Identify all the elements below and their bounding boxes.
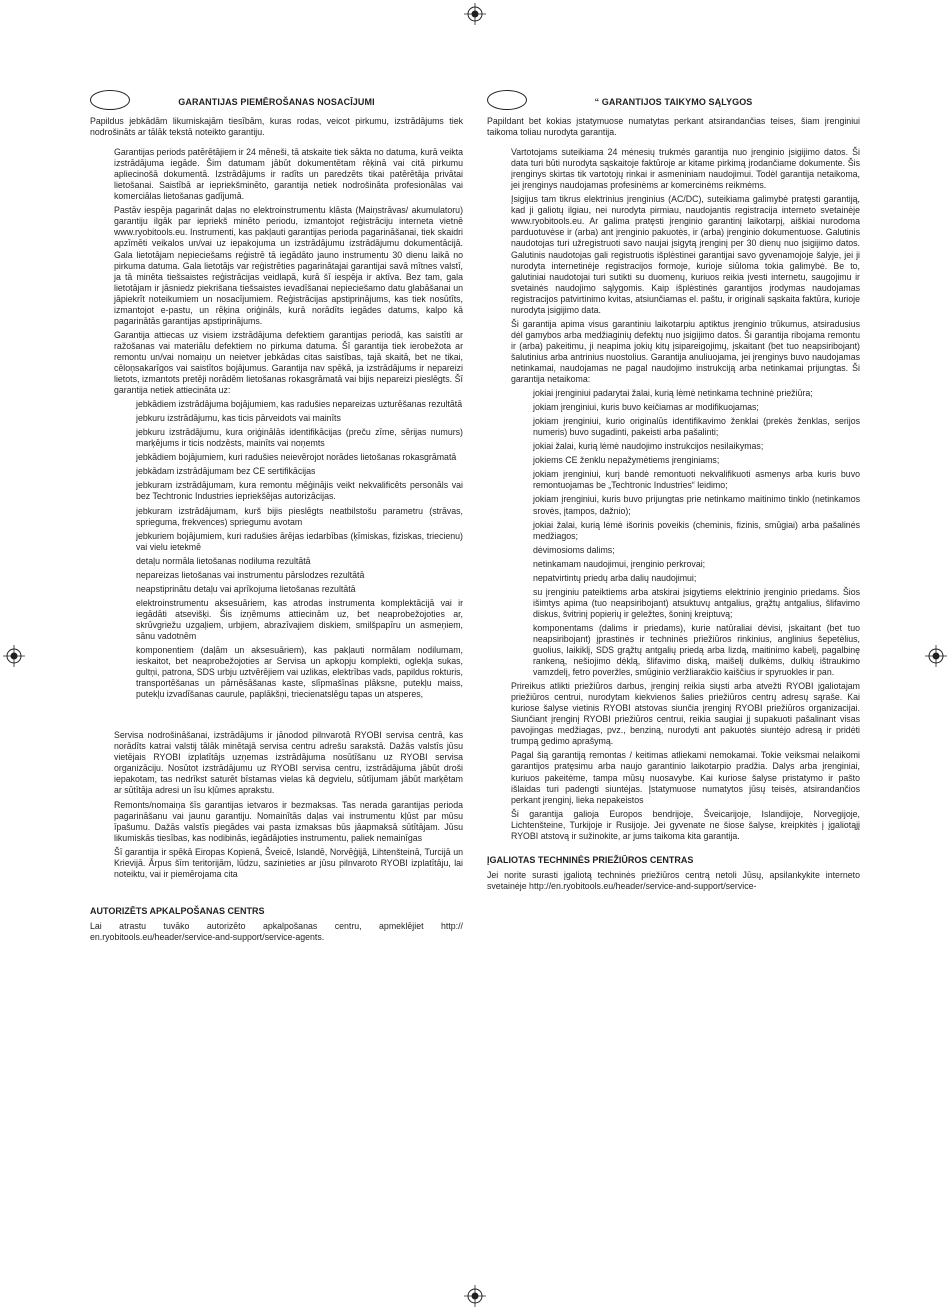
left-column [90,88,463,943]
list-item: nepareizas lietošanas vai instrumentu pārslodzes rezultātā [136,569,365,580]
service-paragraph: Šī garantija ir spēkā Eiropas Kopienā, Šveicē, Islandē, Norvēģijā, Lihtenšteinā, Turcijā un Krievijā. Ārpus šīm teritorijām, lūdzu, sazinieties ar jūsu pilnvaroto RYOBI izplatītāju, lai noteiktu, vai ir piemērojama cita [114,846,463,879]
list-item: su įrenginiu pateiktiems arba atskirai įsigytiems elektrinio įrenginio priedams. Šios išimtys apima (tuo neapsiribojant) atsuktuvų antgalius, grąžtų antgalius, šlifavimo diskus, švitrinį popierių ir geležtes, šoninį kreiptuvą; [533,586,860,619]
list-item: komponentiem (daļām un aksesuāriem), kas pakļauti normālam nodilumam, ieskaitot, bet neaprobežojoties ar Servisa un apkopju komplekti, oglekļa sukas, gultņi, patrona, SDS urbju uztvērējiem vai uzlikas, elektrības vads, papildus rokturis, transportēšanas un pārnēsāšanas kaste, slīpmašīnas plāksne, putekļu maiss, putekļu izvadīšanas caurule, paplākšņi, triecienatslēgu tapas un atsperes, [136,645,463,700]
list-item: netinkamam naudojimui, įrenginio perkrovai; [533,558,706,569]
left-header [90,88,463,116]
list-item: jebkuriem bojājumiem, kuri radušies ārējas iedarbības (ķīmiskas, fiziskas, triecienu) vai vielu ietekmē [136,530,463,552]
list-item: dėvimosioms dalims; [533,544,615,555]
list-item: nepatvirtintų priedų arba dalių naudojimui; [533,572,697,583]
warranty-intro: Papildant bet kokias įstatymuose numatytas perkant atsirandančias teises, šiam įrenginiui taikoma toliau nurodyta garantija. [487,116,860,138]
list-item: jokiam įrenginiui, kurį bandė remontuoti nekvalifikuoti asmenys arba kuris buvo remontuojamas be „Techtronic Industries“ leidimo; [533,469,860,491]
list-item: jebkādam izstrādājumam bez CE sertifikācijas [136,466,316,477]
service-center-heading: ĮGALIOTAS TECHNINĖS PRIEŽIŪROS CENTRAS [487,854,694,865]
service-paragraph: Prireikus atlikti priežiūros darbus, įrenginį reikia siųsti arba atvežti RYOBI įgaliotajam priežiūros centrui, nurodytam kiekvienos šalies priežiūros centrų adresų sąraše. Kai kuriose šalyse vietinis RYOBI atstovas siunčia įrenginį RYOBI priežiūros organizacijai. Siunčiant įrenginį RYOBI priežiūros centrui, reikia saugiai jį supakuoti pašalinant visas pavojingas medžiagas, pvz., benziną, nurodyti ant pakuotės siuntėjo adresą ir pridėti trumpą gedimo aprašymą. [511,681,860,747]
list-item: jebkuru izstrādājumu, kura oriģinālās identifikācijas (preču zīme, sērijas numurs) marķējums ir ticis nodzēsts, mainīts vai noņemts [136,427,463,449]
list-item: komponentams (dalims ir priedams), kurie natūraliai dėvisi, įskaitant (bet tuo neapsiribojant) įprastinės ir techninės priežiūros rinkinius, anglinius šepetėlius, guolius, laikiklį, SDS grąžtų antgalių priedą arba lizdą, maitinimo kabelį, pagalbinę rankeną, nešiojimo dėklą, šlifavimo diską, maišelį dulkėms, dulkių ištraukimo vamzdelį, fetro poveržles, smūginio veržliarakčio kaiščius ir spyruokles ir pan. [533,622,860,678]
service-paragraph: Ši garantija galioja Europos bendrijoje, Šveicarijoje, Islandijoje, Norvegijoje, Lichtenšteine, Turkijoje ir Rusijoje. Jei gyvenate ne šiose šalyse, kreipkitės į įgaliotąjį RYOBI atstovą ir sužinokite, ar jums taikoma kita garantija. [511,808,860,841]
right-column [487,88,860,892]
list-item: jokiam įrenginiui, kurio originalūs identifikavimo ženklai (prekės ženklas, serijos numeris) buvo sugadinti, pakeisti arba pašalinti; [533,416,860,438]
list-item: jokiems CE ženklu nepažymėtiems įrenginiams; [533,455,720,466]
list-item: jebkuram izstrādājumam, kurš bijis pieslēgts neatbilstošu parametru (strāvas, sprieguma, frekvences) spriegumu avotam [136,505,463,527]
warranty-paragraph: Garantijas periods patērētājiem ir 24 mēneši, tā atskaite tiek sākta no datuma, kurā veikta izstrādājuma iegāde. Šim datumam jābūt dokumentētam rēķinā vai citā pirkumu apliecinošā dokumentā. Izstrādājums ir radīts un paredzēts tikai patērētāja privātai lietošanai. Saistībā ar iepriekšminēto, garantija netiek nodrošināta profesionālas vai komerciālas lietošanas gadījumā. [114,147,463,202]
warranty-heading: “ GARANTIJOS TAIKYMO SĄLYGOS [594,97,753,107]
warranty-paragraph: Ši garantija apima visus garantiniu laikotarpiu aptiktus įrenginio trūkumus, atsiradusius dėl gamybos arba medžiaginių defektų nuo įsigijimo datos. Ši garantija ribojama remontu ir (arba) pakeitimu, ji neapima jokių kitų įsipareigojimų, įskaitant (bet tuo neapsiribojant) šalutinius arba antrinius nuostolius. Garantija anuliuojama, jei įrenginys buvo naudojamas netinkamai, naudojamas ne pagal naudojimo instrukciją arba netinkamai prijungtas. Ši garantija netaikoma: [511,318,860,385]
list-item: jokiam įrenginiui, kuris buvo keičiamas ar modifikuojamas; [533,402,759,413]
warranty-paragraph: Pastāv iespēja pagarināt daļas no elektroinstrumentu klāsta (Maiņstrāvas/ akumulatoru) garantiju ilgāk par iepriekš minēto periodu, izmantojot reģistrāciju interneta vietnē www.ryobitools.eu. Instrumenti, kas pakļauti garantijas perioda pagarināšanai, tiek skaidri apzīmēti veikalos un/vai uz iepakojuma un izstrādājumu izstrādājumu dokumentācijā. Gala lietotājam nepieciešams reģistrē tā iegādāto jauno instrumentu 30 dienu laikā no pirkuma datuma. Gala lietotājs var reģistrēties pagarinātajai garantijai savā mītnes valstī, ja tā minēta tiešsaistes reģistrācijas veidlapā, kurā šī iespēja ir aktīva. Bez tam, gala lietotājam ir jāsniedz piekrišana tiešsaistes ievadīšanai nepieciešamo datu glabāšanai un jāpiekrīt noteikumiem un nosacījumiem. Reģistrācijas apstiprinājums, kas tiek nosūtīts, izmantojot e-pastu, un rēķina oriģināls, kurā norādīts iegādes datums, kalpo kā pagarinātās garantijas apstiprinājums. [114,205,463,326]
list-item: jebkuru izstrādājumu, kas ticis pārveidots vai mainīts [136,413,341,424]
list-item: neapstiprinātu detaļu vai aprīkojuma lietošanas rezultātā [136,583,356,594]
list-item: jebkuram izstrādājumam, kura remontu mēģinājis veikt nekvalificēts personāls vai bez Techtronic Industries iepriekšējas autorizācijas. [136,480,463,502]
service-paragraph: Remonts/nomaiņa šīs garantijas ietvaros ir bezmaksas. Tas nerada garantijas perioda pagarināšanu vai jaunu garantiju. Nomainītās daļas vai instrumentu kļūst par mūsu īpašumu. Dažās valstīs piegādes vai pasta izmaksas būs jāapmaksā sūtītājam. Jūsu likumiskās tiesības, kas nodibinās, iegādājoties instrumentu, paliek nemainīgas [114,799,463,843]
service-center-text: Lai atrastu tuvāko autorizēto apkalpošanas centru, apmeklējiet http:// en.ryobitools.eu/header/service-and-support/service-agents. [90,920,463,942]
list-item: detaļu normāla lietošanas nodiluma rezultātā [136,555,311,566]
registration-mark-left [3,645,25,667]
list-item: jebkādiem bojājumiem, kuri radušies neievērojot norādes lietošanas rokasgrāmatā [136,452,457,463]
warranty-paragraph: Vartotojams suteikiama 24 mėnesių trukmės garantija nuo įrenginio įsigijimo datos. Ši data turi būti nurodyta sąskaitoje faktūroje ar kitame pirkimą įrodančiame dokumente. Šis įrenginys skirtas tik vartotojų rinkai ir asmeniniam naudojimui. Todėl garantija netaikoma, jei įrenginys naudojamas profesinėms ar komercinėms reikmėms. [511,147,860,191]
list-item: jokiai įrenginiui padarytai žalai, kurią lėmė netinkama techninė priežiūra; [533,388,813,399]
list-item: elektroinstrumentu aksesuāriem, kas atrodas instrumenta komplektācijā vai ir iegādāti atsevišķi. Šis izņēmums attiecinām uz, bet neaprobežojoties ar, skrūvgriežu uzgaļiem, urbjiem, abrazīvajiem diskiem, smilšpapīru un asmeņiem, sānu vadotnēm [136,597,463,641]
list-item: jokiai žalai, kurią lėmė išorinis poveikis (cheminis, fizinis, smūgiai) arba pašalinės medžiagos; [533,519,860,541]
registration-mark-bottom [464,1285,486,1307]
list-item: jokiam įrenginiui, kuris buvo prijungtas prie netinkamo maitinimo tinklo (netinkamos srovės, įtampos, dažnio); [533,494,860,516]
exclusions-list [533,388,860,678]
service-center-text: Jei norite surasti įgaliotą techninės priežiūros centrą netoli Jūsų, apsilankykite interneto svetainėje http://en.ryobitools.eu/header/service-and-support/service- [487,869,860,891]
service-paragraph: Servisa nodrošināšanai, izstrādājums ir jānodod pilnvarotā RYOBI servisa centrā, kas norādīts katrai valstij tālāk minētajā servisa centru adrešu sarakstā. Dažās valstīs jūsu vietējais RYOBI izplatītājs uzņemas izstrādājuma nosūtīšanu uz RYOBI servisa organizāciju. Nosūtot izstrādājumu uz RYOBI servisa centru, izstrādājuma jābūt droši iepakotam, tas nedrīkst saturēt bīstamas vielas kā degvielu, sūtījumam jābūt marķētam ar sūtītāja adresi un īsu kļūmes aprakstu. [114,730,463,796]
list-item: jebkādiem izstrādājuma bojājumiem, kas radušies nepareizas uzturēšanas rezultātā [136,399,463,410]
registration-mark-top [464,3,486,25]
service-center-heading: AUTORIZĒTS APKALPOŠANAS CENTRS [90,905,265,916]
warranty-paragraph: Įsigijus tam tikrus elektrinius įrenginius (AC/DC), suteikiama galimybė pratęsti garantiją, kad ji galiotų ilgiau, nei nurodyta pirmiau, naudojantis registracija interneto svetainėje www.ryobitools.eu. Ar galima pratęsti įrenginio garantinį laikotarpį, aiškiai nurodoma parduotuvėse ir (arba) ant įrenginio pakuotės, ir (arba) įrenginio dokumentuose. Galutinis naudotojas turi užregistruoti savo naujai įsigytą įrenginį per 30 dienų nuo įsigijimo datos. Galutinis naudotojas gali registruotis išplėstinei garantijai savo gyvenamojoje šalyje, jei ji nurodyta internetinėje registracijos formoje, kurioje siūloma tokia galimybė. Be to, galutiniai naudotojai turi sutikti su duomenų, kuriuos reikia įvesti internetu, saugojimu ir svetainės naudojimo sąlygomis. Kaip išplėstinės garantijos įrodymas naudojamas registracijos patvirtinimo kvitas, atsiunčiamas el. paštu, ir originali sąskaita faktūra, kurioje nurodyta įsigijimo data. [511,194,860,315]
exclusions-list [136,399,463,700]
right-header [487,88,860,116]
warranty-heading: GARANTIJAS PIEMĒROŠANAS NOSACĪJUMI [178,97,375,107]
registration-mark-right [925,645,947,667]
service-paragraph: Pagal šią garantiją remontas / keitimas atliekami nemokamai. Tokie veiksmai nelaikomi garantijos pratęsimu arba naujo garantinio laikotarpio pradžia. Dalys arba įrenginiai, kuriuos pakeitėme, tampa mūsų nuosavybe. Kai kuriose šalyse pristatymo ir pašto išlaidas turi padengti siuntėjas. Įstatymuose numatytos jūsų teisės, atsirandančios perkant įrenginį, lieka nepakeistos [511,750,860,805]
warranty-intro: Papildus jebkādām likumiskajām tiesībām, kuras rodas, veicot pirkumu, izstrādājums tiek nodrošināts ar tālāk tekstā noteikto garantiju. [90,116,463,138]
warranty-paragraph: Garantija attiecas uz visiem izstrādājuma defektiem garantijas periodā, kas saistīti ar ražošanas vai materiālu defektiem no pirkuma datuma. Šī garantija tiek ierobežota ar remontu un/vai nomaiņu un neietver jebkādas citas saistības, tajā skaitā, bet ne tikai, cēloņsakarīgos vai saistītos bojājumus. Garantija nav spēkā, ja izstrādājums ir nepareizi lietots, izmantots pretēji norādēm lietošanas rokasgrāmatā vai bijis nepareizi pieslēgts. Šī garantija netiek attiecināta uz: [114,329,463,396]
list-item: jokiai žalai, kurią lėmė naudojimo instrukcijos nesilaikymas; [533,441,764,452]
